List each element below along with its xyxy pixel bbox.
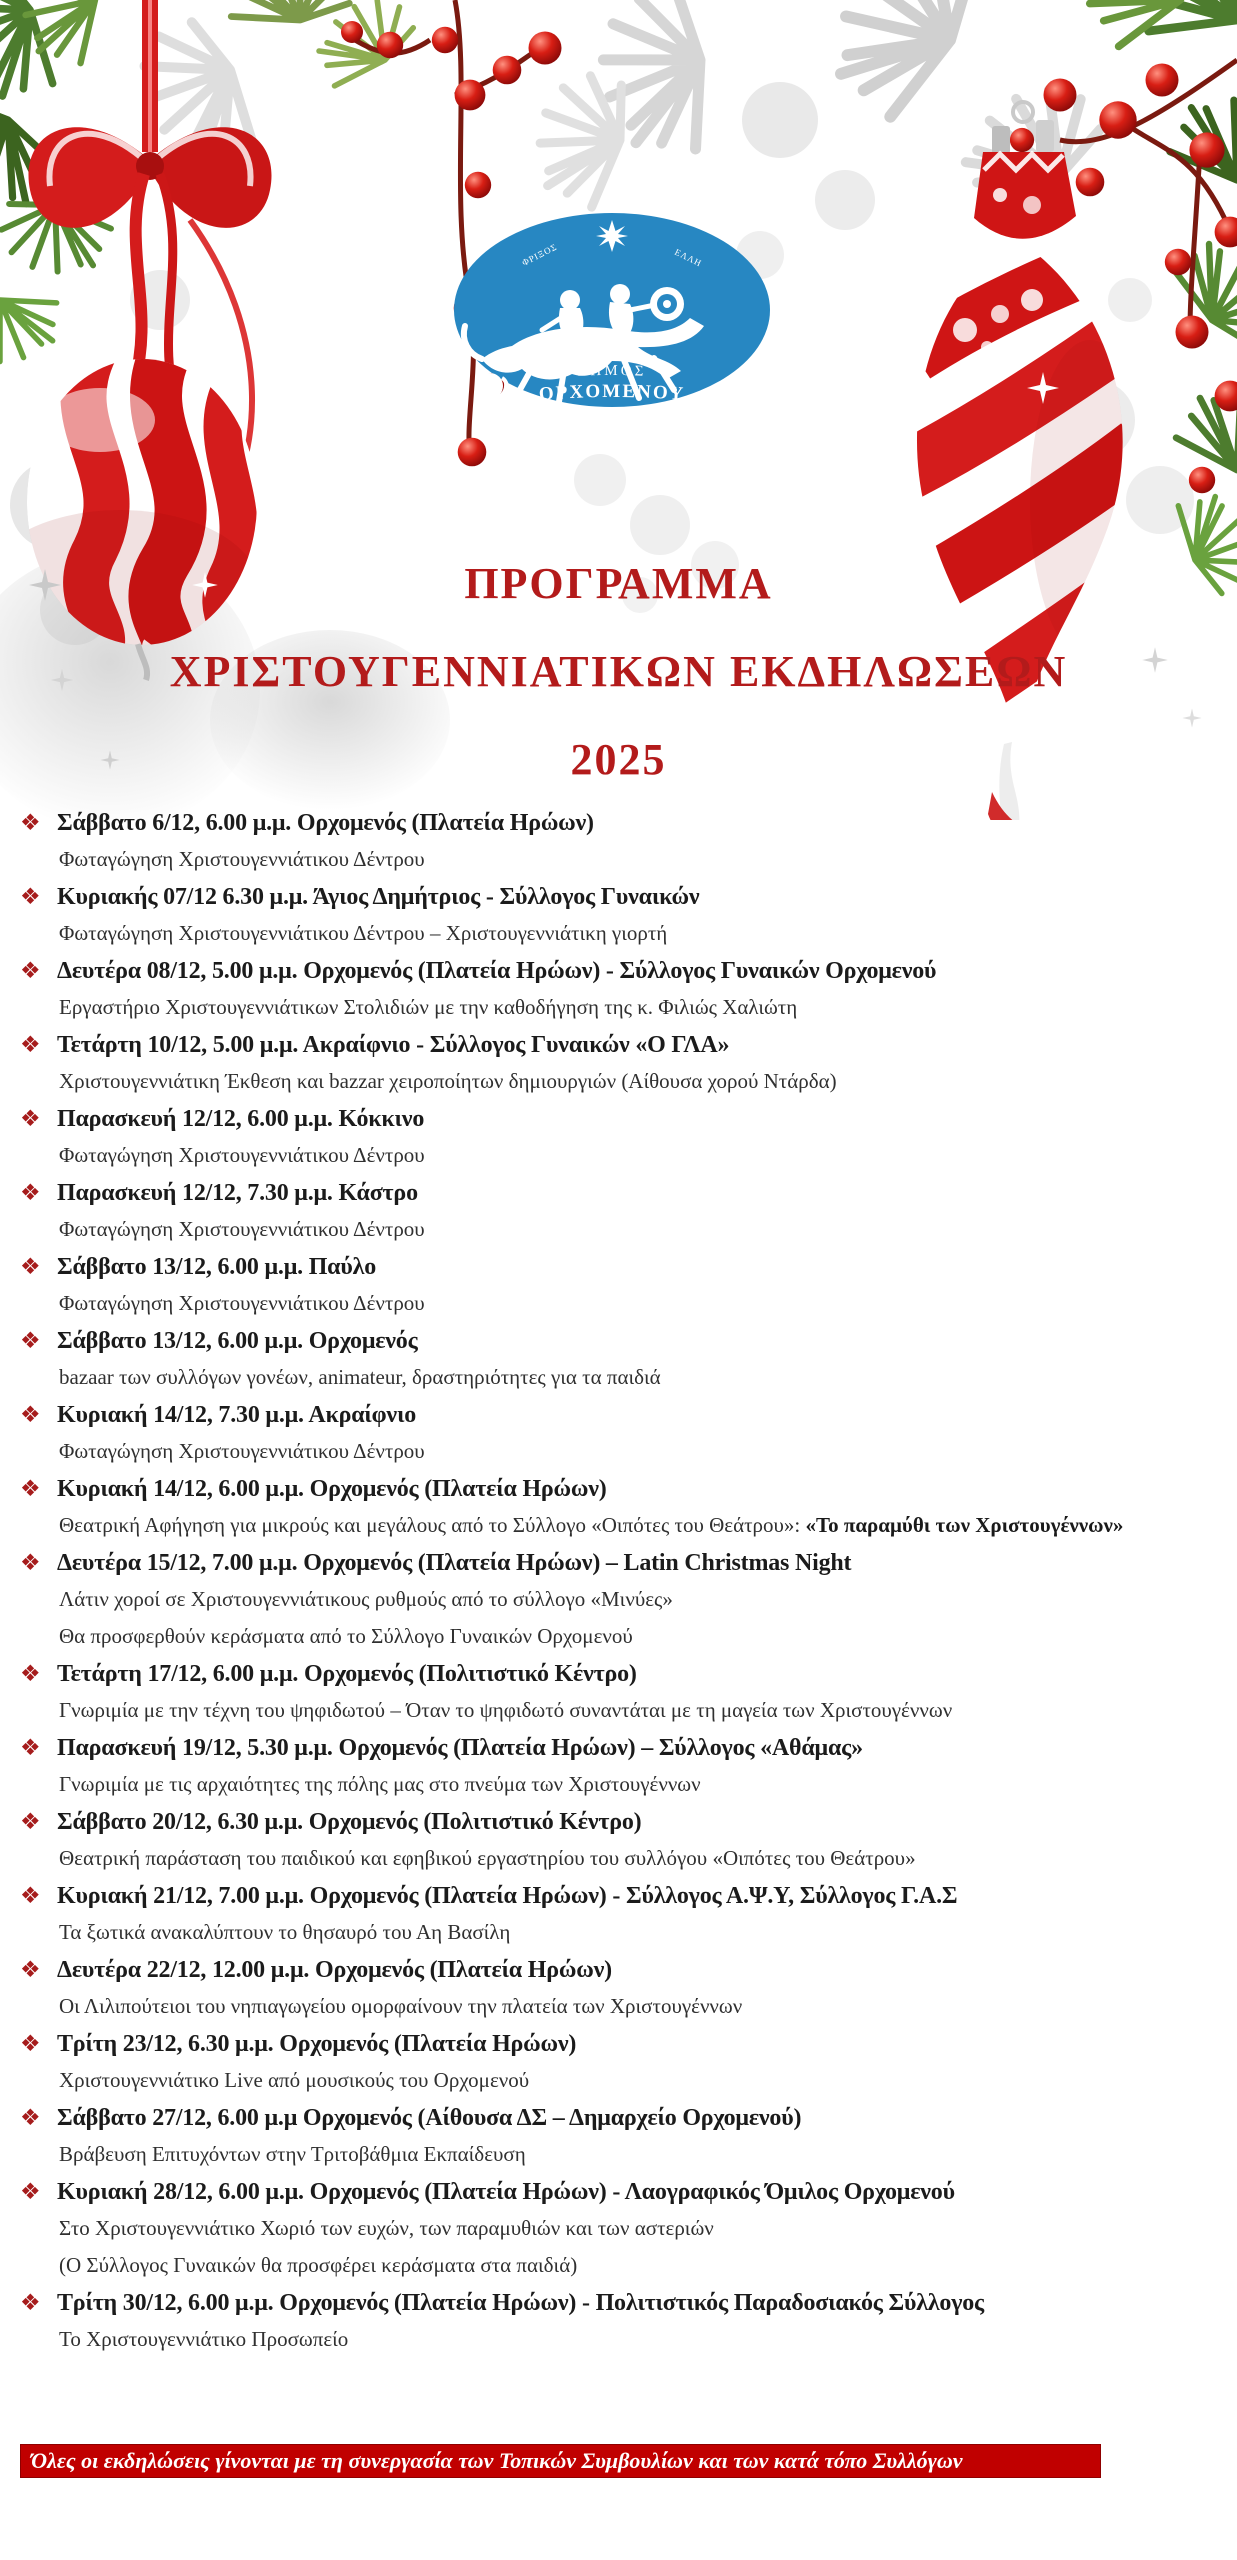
footer-text: Όλες οι εκδηλώσεις γίνονται με τη συνεργασία των Τοπικών Συμβουλίων και των κατά τόπο Συλλόγων	[31, 2448, 963, 2473]
svg-text:ΔΗΜΟΣ	[577, 363, 646, 380]
event-detail: Στο Χριστουγεννιάτικο Χωριό των ευχών, των παραμυθιών και των αστεριών	[59, 2216, 714, 2240]
diamond-bullet-icon: ❖	[20, 1957, 41, 1982]
event-detail: Το Χριστουγεννιάτικο Προσωπείο	[59, 2327, 349, 2351]
event-item	[0, 1322, 1237, 1396]
event-detail: Φωταγώγηση Χριστουγεννιάτικου Δέντρου – Χριστουγεννιάτικη γιορτή	[59, 921, 668, 945]
diamond-bullet-icon: ❖	[20, 1550, 41, 1575]
event-item	[0, 2173, 1237, 2284]
event-title: Σάββατο 13/12, 6.00 μ.μ. Ορχομενός	[57, 1328, 418, 1354]
diamond-bullet-icon: ❖	[20, 1032, 41, 1057]
event-item	[0, 1100, 1237, 1174]
event-detail: Εργαστήριο Χριστουγεννιάτικων Στολιδιών με την καθοδήγηση της κ. Φιλιώς Χαλιώτη	[59, 995, 798, 1019]
diamond-bullet-icon: ❖	[20, 2290, 41, 2315]
event-title: Σάββατο 27/12, 6.00 μ.μ Ορχομενός (Αίθουσα ΔΣ – Δημαρχείο Ορχομενού)	[57, 2105, 802, 2131]
event-detail: Φωταγώγηση Χριστουγεννιάτικου Δέντρου	[59, 847, 425, 871]
event-detail: Οι Λιλιπούτειοι του νηπιαγωγείου ομορφαίνουν την πλατεία των Χριστουγέννων	[59, 1994, 743, 2018]
event-item	[0, 1396, 1237, 1470]
page-title-line3: 2025	[570, 735, 667, 784]
event-title: Κυριακή 14/12, 6.00 μ.μ. Ορχομενός (Πλατεία Ηρώων)	[57, 1476, 607, 1502]
event-detail: Θεατρική Αφήγηση για μικρούς και μεγάλους από το Σύλλογο «Οιπότες του Θεάτρου»: «Το παραμύθι των Χριστουγέννων»	[59, 1513, 1124, 1537]
event-title: Κυριακή 14/12, 7.30 μ.μ. Ακραίφνιο	[57, 1402, 416, 1428]
diamond-bullet-icon: ❖	[20, 1402, 41, 1427]
event-title: Σάββατο 20/12, 6.30 μ.μ. Ορχομενός (Πολιτιστικό Κέντρο)	[57, 1809, 642, 1835]
event-item	[0, 2099, 1237, 2173]
diamond-bullet-icon: ❖	[20, 1809, 41, 1834]
event-item	[0, 1729, 1237, 1803]
event-item	[0, 1655, 1237, 1729]
event-title: Κυριακή 28/12, 6.00 μ.μ. Ορχομενός (Πλατεία Ηρώων) - Λαογραφικός Όμιλος Ορχομενού	[57, 2179, 955, 2205]
event-item	[0, 2284, 1237, 2358]
diamond-bullet-icon: ❖	[20, 2105, 41, 2130]
diamond-bullet-icon: ❖	[20, 1735, 41, 1760]
event-item	[0, 1544, 1237, 1655]
event-item	[0, 1174, 1237, 1248]
event-detail: Φωταγώγηση Χριστουγεννιάτικου Δέντρου	[59, 1143, 425, 1167]
diamond-bullet-icon: ❖	[20, 884, 41, 909]
diamond-bullet-icon: ❖	[20, 1883, 41, 1908]
event-item	[0, 2025, 1237, 2099]
event-detail: Χριστουγεννιάτικη Έκθεση και bazzar χειροποίητων δημιουργιών (Αίθουσα χορού Ντάρδα)	[59, 1069, 837, 1093]
event-item	[0, 1877, 1237, 1951]
diamond-bullet-icon: ❖	[20, 1661, 41, 1686]
event-title: Σάββατο 6/12, 6.00 μ.μ. Ορχομενός (Πλατεία Ηρώων)	[57, 810, 594, 836]
event-title: Σάββατο 13/12, 6.00 μ.μ. Παύλο	[57, 1254, 377, 1280]
event-title: Δευτέρα 15/12, 7.00 μ.μ. Ορχομενός (Πλατεία Ηρώων) – Latin Christmas Night	[57, 1550, 852, 1576]
event-item	[0, 1026, 1237, 1100]
event-detail: bazaar των συλλόγων γονέων, animateur, δραστηριότητες για τα παιδιά	[59, 1365, 661, 1389]
event-detail: Βράβευση Επιτυχόντων στην Τριτοβάθμια Εκπαίδευση	[59, 2142, 526, 2166]
logo-arc-right-label: ΕΛΛΗ	[673, 246, 704, 269]
event-item	[0, 1803, 1237, 1877]
logo-text-dimos: ΔΗΜΟΣ	[577, 362, 647, 380]
diamond-bullet-icon: ❖	[20, 958, 41, 983]
diamond-bullet-icon: ❖	[20, 2031, 41, 2056]
events-list	[0, 804, 1237, 2358]
page-title-line2: ΧΡΙΣΤΟΥΓΕΝΝΙΑΤΙΚΩΝ ΕΚΔΗΛΩΣΕΩΝ	[169, 647, 1068, 696]
diamond-bullet-icon: ❖	[20, 2179, 41, 2204]
event-detail: Λάτιν χοροί σε Χριστουγεννιάτικους ρυθμούς από το σύλλογο «Μινύες»	[59, 1587, 673, 1611]
event-detail: Γνωριμία με τις αρχαιότητες της πόλης μας στο πνεύμα των Χριστουγέννων	[59, 1772, 701, 1796]
event-title: Δευτέρα 22/12, 12.00 μ.μ. Ορχομενός (Πλατεία Ηρώων)	[57, 1957, 612, 1983]
logo-arc-left-label: ΦΡΙΞΟΣ	[520, 241, 559, 268]
event-detail: Φωταγώγηση Χριστουγεννιάτικου Δέντρου	[59, 1439, 425, 1463]
event-title: Τετάρτη 17/12, 6.00 μ.μ. Ορχομενός (Πολιτιστικό Κέντρο)	[57, 1661, 637, 1687]
event-item	[0, 1248, 1237, 1322]
event-title: Κυριακής 07/12 6.30 μ.μ. Άγιος Δημήτριος - Σύλλογος Γυναικών	[57, 884, 700, 910]
event-detail: Θεατρική παράσταση του παιδικού και εφηβικού εργαστηρίου του συλλόγου «Οιπότες του Θεάτρου»	[59, 1846, 916, 1870]
event-item	[0, 878, 1237, 952]
event-title: Τρίτη 23/12, 6.30 μ.μ. Ορχομενός (Πλατεία Ηρώων)	[57, 2031, 577, 2057]
event-detail: Γνωριμία με την τέχνη του ψηφιδωτού – Όταν το ψηφιδωτό συναντάται με τη μαγεία των Χριστουγέννων	[59, 1698, 953, 1722]
event-detail: Φωταγώγηση Χριστουγεννιάτικου Δέντρου	[59, 1291, 425, 1315]
event-title: Παρασκευή 12/12, 6.00 μ.μ. Κόκκινο	[57, 1106, 425, 1132]
event-title: Τετάρτη 10/12, 5.00 μ.μ. Ακραίφνιο - Σύλλογος Γυναικών «Ο ΓΛΑ»	[57, 1032, 730, 1058]
event-item	[0, 804, 1237, 878]
event-title: Κυριακή 21/12, 7.00 μ.μ. Ορχομενός (Πλατεία Ηρώων) - Σύλλογος Α.Ψ.Υ, Σύλλογος Γ.Α.Σ	[57, 1883, 958, 1909]
event-title: Παρασκευή 19/12, 5.30 μ.μ. Ορχομενός (Πλατεία Ηρώων) – Σύλλογος «Αθάμας»	[57, 1735, 863, 1761]
event-title: Τρίτη 30/12, 6.00 μ.μ. Ορχομενός (Πλατεία Ηρώων) - Πολιτιστικός Παραδοσιακός Σύλλογος	[57, 2290, 984, 2316]
event-item	[0, 1951, 1237, 2025]
diamond-bullet-icon: ❖	[20, 1106, 41, 1131]
event-title: Παρασκευή 12/12, 7.30 μ.μ. Κάστρο	[57, 1180, 418, 1206]
event-detail: Θα προσφερθούν κεράσματα από το Σύλλογο Γυναικών Ορχομενού	[59, 1624, 633, 1648]
diamond-bullet-icon: ❖	[20, 810, 41, 835]
event-detail: (Ο Σύλλογος Γυναικών θα προσφέρει κεράσματα στα παιδιά)	[59, 2253, 578, 2277]
event-detail: Τα ξωτικά ανακαλύπτουν το θησαυρό του Αη Βασίλη	[59, 1920, 511, 1944]
page-title-line1: ΠΡΟΓΡΑΜΜΑ	[464, 559, 773, 608]
diamond-bullet-icon: ❖	[20, 1328, 41, 1353]
event-detail: Φωταγώγηση Χριστουγεννιάτικου Δέντρου	[59, 1217, 425, 1241]
event-item	[0, 1470, 1237, 1544]
event-item	[0, 952, 1237, 1026]
diamond-bullet-icon: ❖	[20, 1254, 41, 1279]
event-detail: Χριστουγεννιάτικο Live από μουσικούς του Ορχομενού	[59, 2068, 530, 2092]
svg-text:ΟΡΧΟΜΕΝΟΥ	[538, 381, 686, 405]
diamond-bullet-icon: ❖	[20, 1180, 41, 1205]
logo-text-orchomenou: ΟΡΧΟΜΕΝΟΥ	[538, 380, 686, 406]
footer-bar	[20, 2444, 1101, 2478]
municipality-logo	[452, 210, 772, 410]
diamond-bullet-icon: ❖	[20, 1476, 41, 1501]
title-block	[0, 540, 1237, 804]
event-title: Δευτέρα 08/12, 5.00 μ.μ. Ορχομενός (Πλατεία Ηρώων) - Σύλλογος Γυναικών Ορχομενού	[57, 958, 937, 984]
